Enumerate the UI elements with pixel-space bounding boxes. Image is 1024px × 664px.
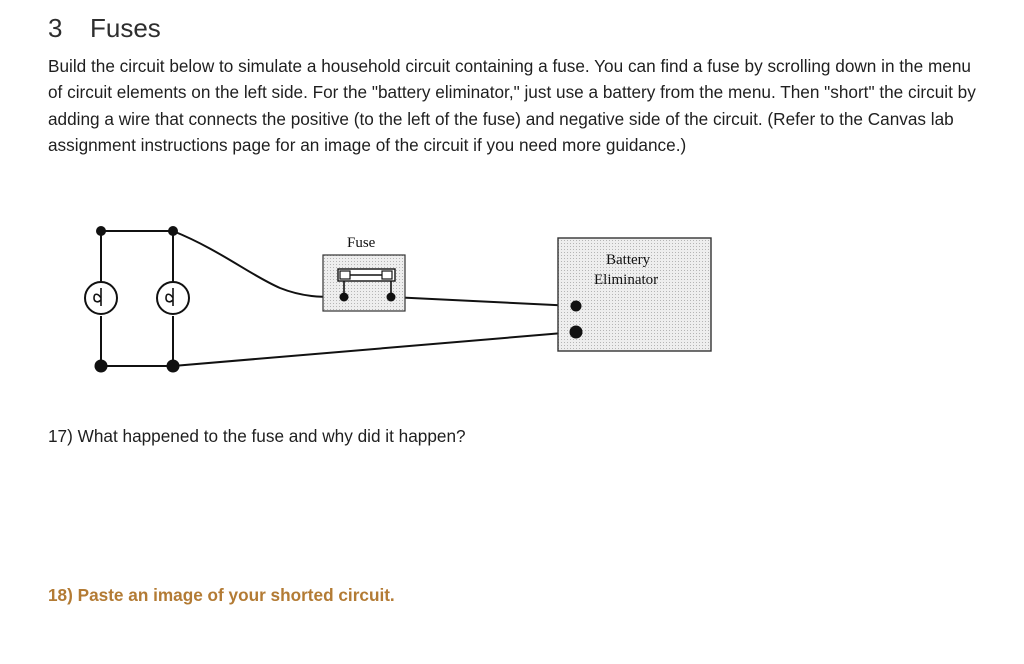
bulb-branch-1: [85, 231, 117, 366]
battery-label-line2: Eliminator: [594, 272, 659, 288]
instructions-paragraph: Build the circuit below to simulate a household circuit containing a fuse. You can find a fuse by scrolling down in the menu of circuit elements on the left side. For the "battery eliminator," just use a battery from the menu. Then "short" the circuit by adding a wire that connects the positive (to the left of the fuse) and negative side of the circuit. (Refer to the Canvas lab assignment instructions page for an image of the circuit if you need more guidance.): [48, 56, 976, 156]
section-title: Fuses: [90, 13, 161, 43]
question-17: 17) What happened to the fuse and why did it happen?: [48, 426, 466, 446]
bulb-branch-2: [157, 231, 189, 366]
fuse-component: [323, 255, 405, 311]
question-18: 18) Paste an image of your shorted circuit.: [48, 585, 395, 605]
battery-label-line1: Battery: [606, 252, 651, 268]
section-number: 3: [48, 13, 63, 43]
fuse-label: Fuse: [347, 235, 376, 251]
